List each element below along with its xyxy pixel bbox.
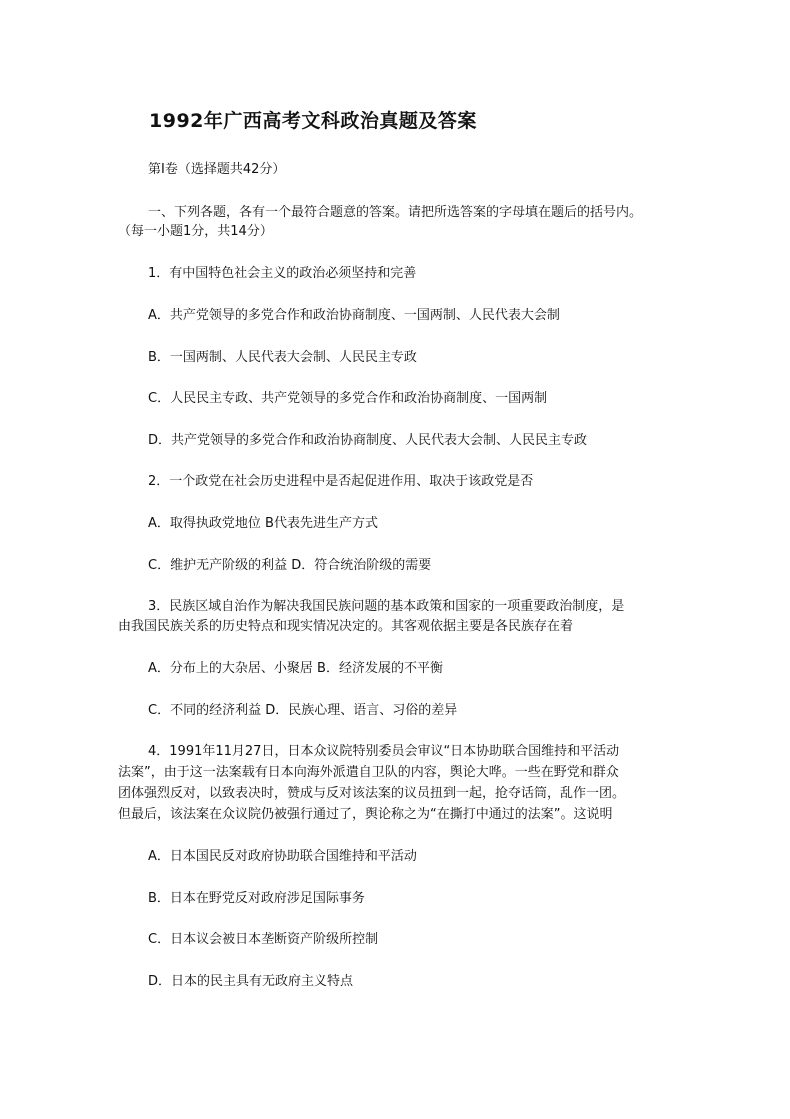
question-4-stem-line: 但最后，该法案在众议院仍被强行通过了，舆论称之为“在撕打中通过的法案”。这说明 — [118, 807, 613, 822]
question-3-stem-line: 3．民族区域自治作为解决我国民族问题的基本政策和国家的一项重要政治制度，是 — [148, 599, 625, 614]
question-4-stem-line: 4．1991年11月27日，日本众议院特别委员会审议“日本协助联合国维持和平活动 — [148, 744, 620, 759]
section-heading: 第Ⅰ卷（选择题共42分） — [148, 162, 286, 177]
question-2-options-cd: C．维护无产阶级的利益 D．符合统治阶级的需要 — [148, 558, 432, 573]
instructions-line: 一、下列各题，各有一个最符合题意的答案。请把所选答案的字母填在题后的括号内。 — [148, 205, 643, 220]
question-1-option-b: B．一国两制、人民代表大会制、人民民主专政 — [148, 350, 417, 365]
question-4-option-c: C．日本议会被日本垄断资产阶级所控制 — [148, 932, 379, 947]
question-2-stem: 2．一个政党在社会历史进程中是否起促进作用、取决于该政党是否 — [148, 474, 534, 489]
instructions-line: （每一小题1分，共14分） — [118, 224, 273, 239]
question-3-options-ab: A．分布上的大杂居、小聚居 B．经济发展的不平衡 — [148, 661, 443, 676]
question-3-stem-line: 由我国民族关系的历史特点和现实情况决定的。其客观依据主要是各民族存在着 — [118, 619, 574, 634]
question-4-option-b: B．日本在野党反对政府涉足国际事务 — [148, 891, 365, 906]
question-4-option-d: D．日本的民主具有无政府主义特点 — [148, 974, 354, 989]
question-1-option-d: D．共产党领导的多党合作和政治协商制度、人民代表大会制、人民民主专政 — [148, 433, 588, 448]
question-3-options-cd: C．不同的经济利益 D．民族心理、语言、习俗的差异 — [148, 703, 458, 718]
document-title: 1992年广西高考文科政治真题及答案 — [149, 110, 477, 132]
question-1-option-c: C．人民民主专政、共产党领导的多党合作和政治协商制度、一国两制 — [148, 391, 548, 406]
question-4-stem-line: 团体强烈反对，以致表决时，赞成与反对该法案的议员扭到一起，抢夺话筒，乱作一团。 — [118, 786, 626, 801]
question-4-option-a: A．日本国民反对政府协助联合国维持和平活动 — [148, 849, 417, 864]
question-4-stem-line: 法案”，由于这一法案载有日本向海外派遣自卫队的内容，舆论大哗。一些在野党和群众 — [118, 765, 619, 780]
question-1-option-a: A．共产党领导的多党合作和政治协商制度、一国两制、人民代表大会制 — [148, 308, 560, 323]
question-2-options-ab: A．取得执政党地位 B代表先进生产方式 — [148, 516, 378, 531]
question-1-stem: 1．有中国特色社会主义的政治必须坚持和完善 — [148, 266, 417, 281]
